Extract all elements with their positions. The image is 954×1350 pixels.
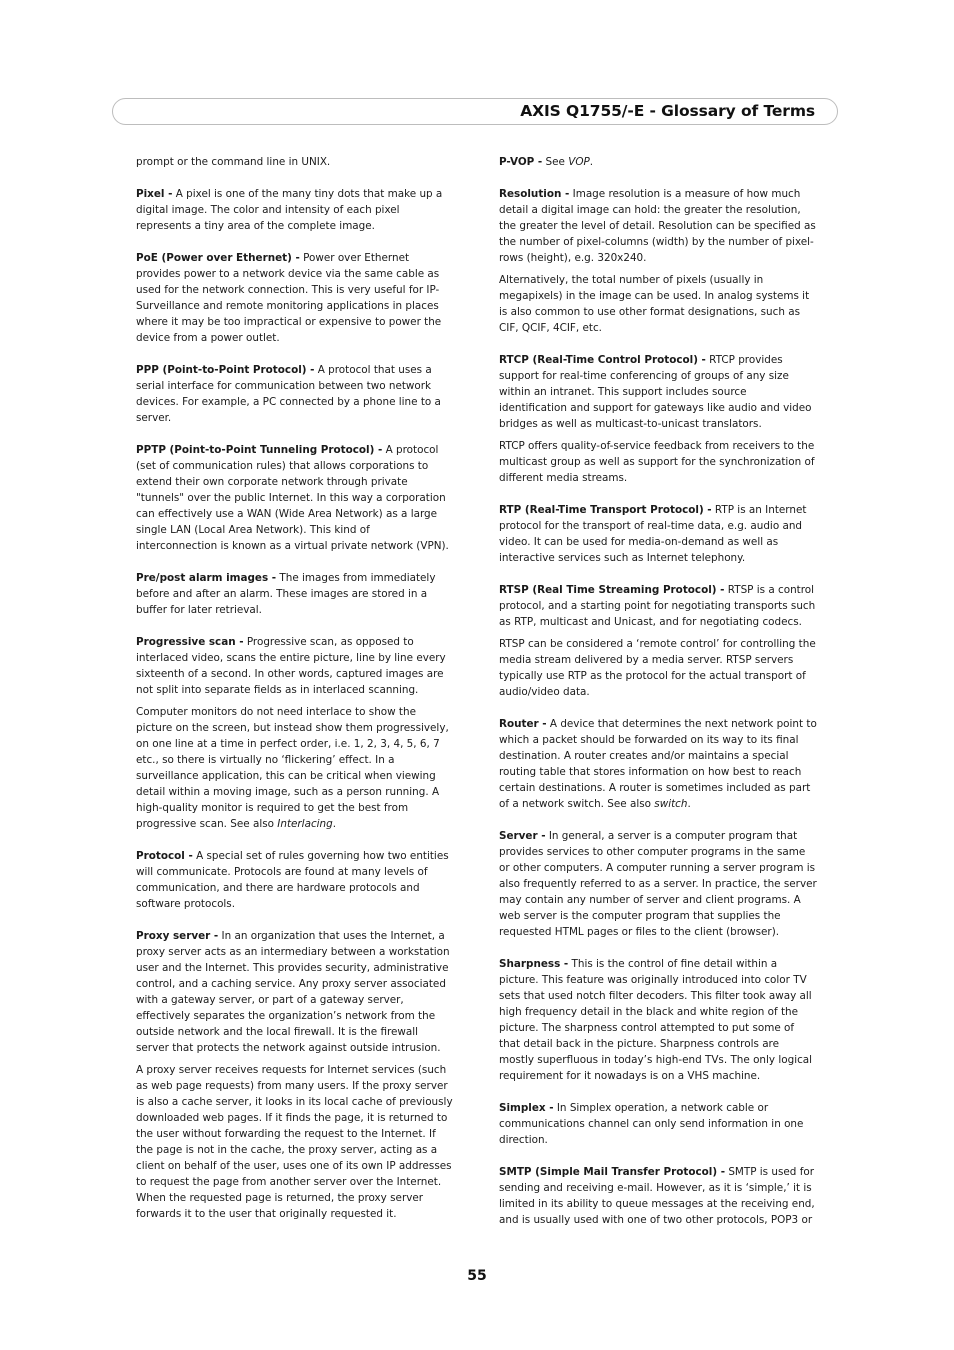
glossary-entry-prepost-alarm-images — [136, 570, 454, 618]
term-prepost-alarm-images: Pre/post alarm images - — [136, 572, 277, 584]
term-poe: PoE (Power over Ethernet) - — [136, 252, 300, 264]
page-number: 55 — [467, 1268, 487, 1284]
glossary-entry-resolution — [499, 186, 817, 336]
term-sharpness: Sharpness - — [499, 958, 569, 970]
definition: RTSP is a control protocol, and a starting point for negotiating transports such as RTP, multicast and Unicast, and for negotiating codecs. — [499, 584, 816, 628]
glossary-entry-pixel — [136, 186, 454, 234]
definition: Progressive scan, as opposed to interlaced video, scans the entire picture, line by line every sixteenth of a second. In other words, captured images are not split into separate fields as in interlaced scanning. — [136, 636, 446, 696]
glossary-entry-rtp — [499, 502, 817, 566]
term-pixel: Pixel - — [136, 188, 173, 200]
definition: RTCP provides support for real-time conferencing of groups of any size within an intranet. This support includes source identification and support for gateways like audio and video bridges as well as multicast-to-unicast translators. — [499, 354, 812, 430]
term-resolution: Resolution - — [499, 188, 570, 200]
term-pptp: PPTP (Point-to-Point Tunneling Protocol) - — [136, 444, 383, 456]
glossary-entry-poe — [136, 250, 454, 346]
left-column — [136, 154, 454, 1238]
definition-paragraph: RTSP can be considered a ‘remote control’ for controlling the media stream delivered by a media server. RTSP servers typically use RTP as the protocol for the actual transport of audio/video data. — [499, 638, 816, 698]
definition: SMTP is used for sending and receiving e-mail. However, as it is ‘simple,’ it is limited in its ability to queue messages at the receiving end, and is usually used with one of two other protocols, POP3 or — [499, 1166, 815, 1226]
term-proxy-server: Proxy server - — [136, 930, 219, 942]
definition: In an organization that uses the Internet, a proxy server acts as an intermediary between a workstation user and the Internet. This provides security, administrative control, and a caching service. Any proxy server associated with a gateway server, or part of a gateway server, effectively separates the organization’s network from the outside network and the local firewall. It is the firewall server that protects the network against outside intrusion. — [136, 930, 450, 1054]
glossary-entry-server — [499, 828, 817, 940]
glossary-entry-router: Router - A device that determines the next network point to which a packet should be forwarded on its way to its final destination. A router creates and/or maintains a special routing table that stores information on how best to reach certain destinations. A router is sometimes included as part of a network switch. See also switch. — [499, 718, 817, 810]
definition: A device that determines the next network point to which a packet should be forwarded on its way to its final destination. A router creates and/or maintains a special routing table that stores information on how best to reach certain destinations. A router is sometimes included as part of a network switch. See also — [499, 718, 817, 810]
definition-paragraph: Alternatively, the total number of pixels (usually in megapixels) in the image can be used. In analog systems it is also common to use other format designations, such as CIF, QCIF, 4CIF, etc. — [499, 274, 810, 334]
header-bar — [112, 98, 838, 125]
definition: Power over Ethernet provides power to a network device via the same cable as used for the network connection. This is very useful for IP-Surveillance and remote monitoring applications in places where it may be too impractical or expensive to power the device from a power outlet. — [136, 252, 442, 344]
page-title: AXIS Q1755/-E - Glossary of Terms — [520, 102, 815, 120]
term-ppp: PPP (Point-to-Point Protocol) - — [136, 364, 315, 376]
cross-reference-link[interactable]: VOP — [568, 156, 590, 168]
term-rtsp: RTSP (Real Time Streaming Protocol) - — [499, 584, 725, 596]
term-smtp: SMTP (Simple Mail Transfer Protocol) - — [499, 1166, 726, 1178]
glossary-entry-smtp — [499, 1164, 817, 1228]
term-rtcp: RTCP (Real-Time Control Protocol) - — [499, 354, 706, 366]
glossary-entry-sharpness — [499, 956, 817, 1084]
glossary-entry-progressive-scan — [136, 634, 454, 832]
term-router: Router - — [499, 718, 547, 730]
continuation-text: prompt or the command line in UNIX. — [136, 156, 331, 168]
definition-paragraph: RTCP offers quality-of-service feedback from receivers to the multicast group as well as support for the synchronization of different media streams. — [499, 440, 815, 484]
glossary-entry-protocol — [136, 848, 454, 912]
glossary-entry-p-vop: P-VOP - See VOP. — [499, 156, 594, 168]
glossary-entry-rtcp — [499, 352, 817, 486]
term-simplex: Simplex - — [499, 1102, 554, 1114]
glossary-entry-rtsp — [499, 582, 817, 700]
definition: Image resolution is a measure of how much detail a digital image can hold: the greater the resolution, the greater the level of detail. Resolution can be specified as the number of pixel-columns (width) by the number of pixel-rows (height), e.g. 320x240. — [499, 188, 816, 264]
glossary-entry-proxy-server — [136, 928, 454, 1222]
term-protocol: Protocol - — [136, 850, 193, 862]
definition: A special set of rules governing how two entities will communicate. Protocols are found at many levels of communication, and there are hardware protocols and software protocols. — [136, 850, 449, 910]
term-rtp: RTP (Real-Time Transport Protocol) - — [499, 504, 712, 516]
cross-reference-link[interactable]: Interlacing — [277, 818, 333, 830]
definition: This is the control of fine detail within a picture. This feature was originally introduced into color TV sets that used notch filter decoders. This filter took away all high frequency detail in the black and white region of the picture. The sharpness control attempted to put some of that detail back in the picture. Sharpness controls are mostly superfluous in today’s high-end TVs. The only logical requirement for it nowadays is on a VHS machine. — [499, 958, 813, 1082]
term-p-vop: P-VOP - — [499, 156, 543, 168]
right-column — [499, 154, 817, 1244]
definition: RTP is an Internet protocol for the transport of real-time data, e.g. audio and video. It can be used for media-on-demand as well as interactive services such as Internet telephony. — [499, 504, 807, 564]
term-progressive-scan: Progressive scan - — [136, 636, 244, 648]
definition: In Simplex operation, a network cable or communications channel can only send information in one direction. — [499, 1102, 804, 1146]
definition: A protocol that uses a serial interface for communication between two network devices. For example, a PC connected by a phone line to a server. — [136, 364, 441, 424]
definition: The images from immediately before and after an alarm. These images are stored in a buffer for later retrieval. — [136, 572, 436, 616]
glossary-entry-simplex — [499, 1100, 817, 1148]
definition-paragraph: A proxy server receives requests for Internet services (such as web page requests) from many users. If the proxy server is also a cache server, it looks in its local cache of previously downloaded web pages. If it finds the page, it is returned to the user without forwarding the request to the Internet. If the page is not in the cache, the proxy server, acting as a client on behalf of the user, uses one of its own IP addresses to request the page from another server over the Internet. When the requested page is returned, the proxy server forwards it to the user that originally requested it. — [136, 1064, 453, 1220]
definition: A protocol (set of communication rules) that allows corporations to extend their own corporate network through private "tunnels" over the public Internet. In this way a corporation can effectively use a WAN (Wide Area Network) as a large single LAN (Local Area Network). This kind of interconnection is known as a virtual private network (VPN). — [136, 444, 449, 552]
glossary-entry-ppp — [136, 362, 454, 426]
definition-paragraph: Computer monitors do not need interlace to show the picture on the screen, but instead show them progressively, on one line at a time in perfect order, i.e. 1, 2, 3, 4, 5, 6, 7 etc., so there is virtually no ‘flickering’ effect. In a surveillance application, this can be critical when viewing detail within a moving image, such as a person running. A high-quality monitor is required to get the best from progressive scan. See also Interlacing. — [136, 706, 449, 830]
glossary-entry-pptp — [136, 442, 454, 554]
cross-reference-link[interactable]: switch — [654, 798, 688, 810]
term-server: Server - — [499, 830, 546, 842]
definition: In general, a server is a computer program that provides services to other computer programs in the same or other computers. A computer running a server program is also frequently referred to as a server. In practice, the server may contain any number of server and client programs. A web server is the computer program that supplies the requested HTML pages or files to the client (browser). — [499, 830, 817, 938]
definition: A pixel is one of the many tiny dots that make up a digital image. The color and intensity of each pixel represents a tiny area of the complete image. — [136, 188, 443, 232]
